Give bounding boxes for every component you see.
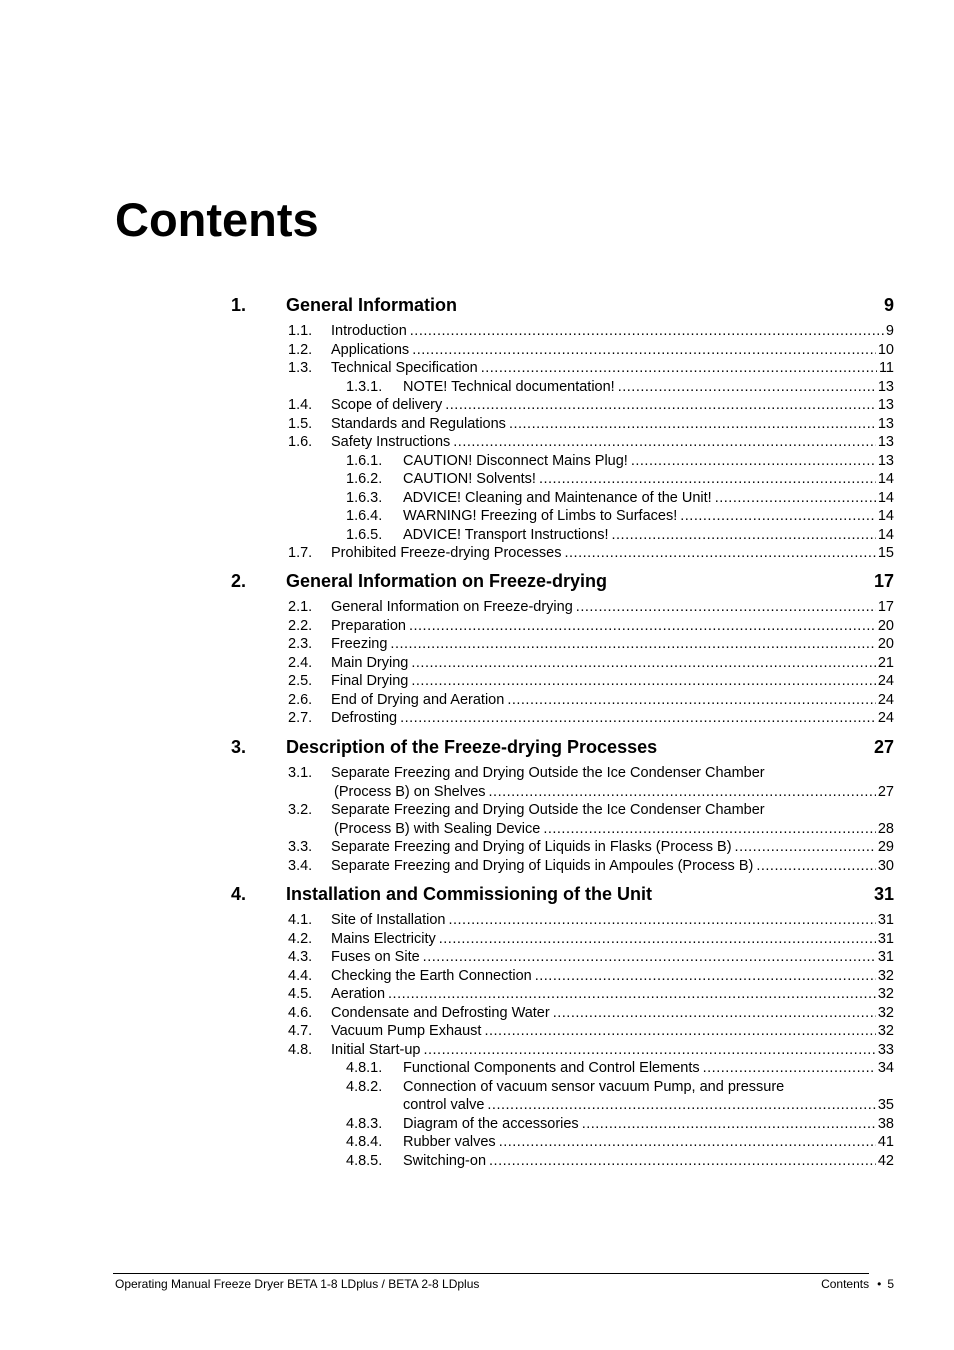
entry-leader-line (403, 378, 894, 397)
entry-page: 14 (877, 508, 894, 524)
entry-number: 3.1. (288, 765, 313, 781)
entry-number: 3.4. (288, 857, 313, 874)
entry-title: Rubber valves (403, 1134, 496, 1150)
footer-bullet: • (877, 1277, 882, 1291)
dot-leader (499, 1133, 876, 1152)
dot-leader (388, 985, 876, 1004)
entry-title: Applications (331, 341, 410, 358)
entry-title: Diagram of the accessories (403, 1115, 579, 1132)
entry-number: 1.6.4. (346, 508, 383, 524)
toc-entry[interactable] (0, 359, 954, 378)
entry-leader-line (331, 1004, 894, 1023)
entry-leader-line (403, 507, 894, 526)
toc-entry[interactable] (0, 544, 954, 563)
chapter-number: 2. (231, 571, 247, 591)
entry-page: 33 (877, 1041, 894, 1058)
chapter-page: 27 (873, 737, 894, 757)
entry-number: 3.2. (288, 802, 313, 818)
toc-entry-continuation[interactable] (0, 783, 954, 802)
entry-title: Aeration (331, 986, 386, 1002)
entry-page: 14 (877, 526, 894, 543)
page-title: Contents (115, 193, 319, 246)
entry-title: Freezing (331, 636, 388, 652)
entry-leader-line (403, 1133, 894, 1152)
toc-entry[interactable] (0, 654, 954, 673)
toc-entry[interactable] (0, 452, 954, 471)
toc-entry[interactable] (0, 1022, 954, 1041)
chapter-title: General Information (286, 295, 458, 315)
toc-entry[interactable] (0, 764, 954, 783)
entry-number: 1.4. (288, 397, 313, 413)
toc-entry[interactable] (0, 1133, 954, 1152)
entry-page: 9 (885, 323, 894, 339)
entry-number: 2.2. (288, 617, 313, 634)
footer-section: Contents (821, 1277, 870, 1291)
entry-page: 13 (877, 434, 894, 450)
toc-entry[interactable] (0, 507, 954, 526)
entry-page: 31 (877, 912, 894, 928)
entry-number: 2.1. (288, 599, 313, 615)
entry-title: Main Drying (331, 654, 409, 671)
dot-leader (576, 598, 876, 617)
entry-number: 3.3. (288, 839, 313, 855)
entry-page: 24 (877, 673, 894, 689)
dot-leader (535, 967, 876, 986)
toc-entry[interactable] (0, 948, 954, 967)
dot-leader (565, 544, 876, 563)
toc-entry[interactable] (0, 691, 954, 710)
entry-title: Technical Specification (331, 360, 478, 376)
dot-leader (481, 359, 877, 378)
entry-number: 4.8.4. (346, 1134, 383, 1150)
entry-title-continuation: control valve (403, 1097, 485, 1113)
entry-title: End of Drying and Aeration (331, 691, 505, 708)
entry-leader-line (331, 838, 894, 857)
dot-leader (543, 820, 876, 839)
dot-leader (756, 857, 876, 876)
toc-chapter-heading[interactable] (0, 881, 954, 907)
entry-title: CAUTION! Solvents! (403, 471, 536, 487)
entry-title-continuation: (Process B) on Shelves (334, 783, 486, 800)
entry-title: Standards and Regulations (331, 415, 506, 432)
entry-page: 30 (877, 857, 894, 874)
toc-entry[interactable] (0, 838, 954, 857)
entry-title: General Information on Freeze-drying (331, 599, 573, 615)
dot-leader (618, 378, 876, 397)
entry-leader-line (403, 452, 894, 471)
entry-title: Functional Components and Control Elements (403, 1060, 700, 1076)
entry-title: Defrosting (331, 710, 398, 726)
footer-page-info (821, 1276, 894, 1292)
toc-chapter-heading[interactable] (0, 734, 954, 760)
chapter-number: 3. (231, 737, 247, 757)
dot-leader (715, 489, 876, 508)
footer-page-number: 5 (887, 1277, 894, 1291)
entry-number: 4.3. (288, 949, 313, 965)
toc-entry[interactable] (0, 415, 954, 434)
entry-number: 4.1. (288, 912, 313, 928)
entry-page: 31 (877, 930, 894, 947)
entry-number: 1.6. (288, 434, 313, 450)
entry-title: NOTE! Technical documentation! (403, 378, 615, 395)
entry-page: 29 (877, 839, 894, 855)
dot-leader (703, 1059, 876, 1078)
toc-entry[interactable] (0, 598, 954, 617)
entry-number: 4.6. (288, 1004, 313, 1021)
entry-leader-line (403, 1096, 894, 1115)
entry-leader-line (331, 948, 894, 967)
dot-leader (484, 1022, 875, 1041)
chapter-title: Description of the Freeze-drying Processes (286, 737, 658, 757)
entry-page: 42 (877, 1152, 894, 1169)
entry-title: ADVICE! Transport Instructions! (403, 526, 609, 543)
entry-leader-line (331, 967, 894, 986)
entry-title: Separate Freezing and Drying of Liquids in Ampoules (Process B) (331, 857, 754, 874)
dot-leader (582, 1115, 876, 1134)
entry-title: Connection of vacuum sensor vacuum Pump, and pressure (403, 1078, 785, 1095)
dot-leader (539, 470, 876, 489)
toc-entry-continuation[interactable] (0, 820, 954, 839)
entry-page: 14 (877, 489, 894, 506)
toc-entry[interactable] (0, 672, 954, 691)
entry-leader-line (403, 489, 894, 508)
entry-leader-line (331, 359, 894, 378)
chapter-page: 17 (873, 571, 894, 591)
entry-title: Separate Freezing and Drying Outside the Ice Condenser Chamber (331, 765, 765, 781)
dot-leader (411, 654, 876, 673)
toc-entry[interactable] (0, 985, 954, 1004)
dot-leader (410, 322, 884, 341)
entry-leader-line (331, 598, 894, 617)
entry-title-continuation: (Process B) with Sealing Device (334, 820, 541, 837)
entry-title: Vacuum Pump Exhaust (331, 1023, 482, 1039)
entry-leader-line (331, 911, 894, 930)
dot-leader (448, 911, 875, 930)
entry-number: 2.3. (288, 636, 313, 652)
entry-number: 1.6.1. (346, 452, 383, 469)
dot-leader (445, 396, 876, 415)
toc-entry[interactable] (0, 1059, 954, 1078)
entry-leader-line (403, 1152, 894, 1171)
entry-leader-line (403, 1115, 894, 1134)
entry-leader-line (331, 415, 894, 434)
entry-leader-line (331, 433, 894, 452)
entry-number: 1.6.2. (346, 471, 383, 487)
entry-number: 1.1. (288, 323, 313, 339)
entry-leader-line (331, 396, 894, 415)
entry-leader-line (331, 654, 894, 673)
toc-entry[interactable] (0, 341, 954, 360)
dot-leader (553, 1004, 876, 1023)
entry-leader-line (403, 1059, 894, 1078)
dot-leader (735, 838, 876, 857)
dot-leader (631, 452, 876, 471)
entry-number: 1.6.3. (346, 489, 383, 506)
entry-title: Scope of delivery (331, 397, 443, 413)
entry-title: Checking the Earth Connection (331, 967, 532, 984)
entry-page: 28 (877, 820, 894, 837)
toc-entry[interactable] (0, 470, 954, 489)
toc-entry[interactable] (0, 967, 954, 986)
entry-page: 15 (877, 545, 894, 561)
entry-title: Preparation (331, 617, 406, 634)
footer-divider (113, 1273, 869, 1274)
entry-page: 32 (877, 986, 894, 1002)
entry-title: Safety Instructions (331, 434, 451, 450)
dot-leader (409, 617, 876, 636)
dot-leader (489, 1152, 876, 1171)
entry-page: 34 (877, 1060, 894, 1076)
toc-entry[interactable] (0, 378, 954, 397)
dot-leader (509, 415, 876, 434)
entry-page: 38 (877, 1115, 894, 1132)
toc-entry-continuation[interactable] (0, 1096, 954, 1115)
entry-page: 14 (877, 471, 894, 487)
entry-leader-line (331, 709, 894, 728)
entry-page: 32 (877, 1023, 894, 1039)
chapter-number: 1. (231, 295, 247, 315)
entry-title: WARNING! Freezing of Limbs to Surfaces! (403, 508, 678, 524)
entry-number: 1.5. (288, 415, 313, 432)
entry-page: 32 (877, 1004, 894, 1021)
chapter-title: General Information on Freeze-drying (286, 571, 608, 591)
entry-page: 13 (877, 415, 894, 432)
toc-entry[interactable] (0, 930, 954, 949)
entry-page: 41 (877, 1134, 894, 1150)
dot-leader (487, 1096, 875, 1115)
entry-leader-line (334, 783, 894, 802)
entry-leader-line (403, 526, 894, 545)
dot-leader (453, 433, 876, 452)
entry-leader-line (331, 691, 894, 710)
toc-entry[interactable] (0, 1078, 954, 1097)
entry-leader-line (334, 820, 894, 839)
entry-leader-line (331, 857, 894, 876)
toc-chapter-heading[interactable] (0, 568, 954, 594)
toc-chapter-heading[interactable] (0, 292, 954, 318)
dot-leader (507, 691, 876, 710)
entry-page: 10 (877, 341, 894, 358)
entry-leader-line (331, 1041, 894, 1060)
dot-leader (680, 507, 876, 526)
entry-number: 4.7. (288, 1023, 313, 1039)
entry-leader-line (331, 672, 894, 691)
entry-number: 2.6. (288, 691, 313, 708)
dot-leader (612, 526, 876, 545)
entry-title: Condensate and Defrosting Water (331, 1004, 550, 1021)
chapter-number: 4. (231, 884, 247, 904)
chapter-title: Installation and Commissioning of the Unit (286, 884, 653, 904)
entry-page: 17 (877, 599, 894, 615)
toc-entry[interactable] (0, 1115, 954, 1134)
chapter-page: 9 (883, 295, 894, 315)
toc-entry[interactable] (0, 322, 954, 341)
entry-leader-line (403, 470, 894, 489)
entry-page: 24 (877, 710, 894, 726)
entry-number: 4.4. (288, 967, 313, 984)
toc-entry[interactable] (0, 396, 954, 415)
entry-number: 4.8.2. (346, 1078, 383, 1095)
entry-title: ADVICE! Cleaning and Maintenance of the Unit! (403, 489, 712, 506)
entry-number: 1.3. (288, 360, 313, 376)
dot-leader (390, 635, 875, 654)
entry-page: 13 (877, 452, 894, 469)
dot-leader (423, 1041, 875, 1060)
toc-entry[interactable] (0, 911, 954, 930)
entry-leader-line (331, 1022, 894, 1041)
dot-leader (439, 930, 876, 949)
entry-page: 31 (877, 949, 894, 965)
entry-number: 1.6.5. (346, 526, 383, 543)
entry-title: Fuses on Site (331, 949, 420, 965)
entry-number: 1.7. (288, 545, 313, 561)
entry-title: Introduction (331, 323, 407, 339)
entry-number: 4.8.1. (346, 1060, 383, 1076)
toc-entry[interactable] (0, 635, 954, 654)
toc-entry[interactable] (0, 433, 954, 452)
toc-entry[interactable] (0, 1152, 954, 1171)
entry-leader-line (331, 985, 894, 1004)
entry-leader-line (331, 544, 894, 563)
toc-entry[interactable] (0, 526, 954, 545)
entry-leader-line (331, 617, 894, 636)
entry-number: 2.4. (288, 654, 313, 671)
entry-title: Site of Installation (331, 912, 446, 928)
entry-number: 4.5. (288, 986, 313, 1002)
entry-number: 1.3.1. (346, 378, 383, 395)
toc-entry[interactable] (0, 1004, 954, 1023)
toc-entry[interactable] (0, 489, 954, 508)
entry-leader-line (331, 341, 894, 360)
entry-title: Initial Start-up (331, 1041, 421, 1058)
entry-leader-line (331, 635, 894, 654)
entry-page: 20 (877, 636, 894, 652)
entry-page: 13 (877, 378, 894, 395)
entry-number: 4.2. (288, 930, 313, 947)
entry-title: Switching-on (403, 1152, 487, 1169)
chapter-page: 31 (873, 884, 894, 904)
toc-entry[interactable] (0, 617, 954, 636)
dot-leader (400, 709, 876, 728)
entry-title: Mains Electricity (331, 930, 436, 947)
entry-page: 35 (877, 1097, 894, 1113)
dot-leader (411, 672, 876, 691)
entry-number: 2.5. (288, 673, 313, 689)
entry-page: 24 (877, 691, 894, 708)
entry-number: 2.7. (288, 710, 313, 726)
entry-number: 4.8.3. (346, 1115, 383, 1132)
toc-entry[interactable] (0, 1041, 954, 1060)
toc-entry[interactable] (0, 801, 954, 820)
entry-title: Prohibited Freeze-drying Processes (331, 545, 562, 561)
dot-leader (489, 783, 876, 802)
entry-page: 27 (877, 783, 894, 800)
entry-page: 21 (877, 654, 894, 671)
entry-title: Separate Freezing and Drying Outside the Ice Condenser Chamber (331, 802, 765, 818)
entry-title: CAUTION! Disconnect Mains Plug! (403, 452, 628, 469)
entry-number: 4.8.5. (346, 1152, 383, 1169)
entry-number: 4.8. (288, 1041, 313, 1058)
dot-leader (423, 948, 876, 967)
footer-manual-title: Operating Manual Freeze Dryer BETA 1-8 LDplus / BETA 2-8 LDplus (115, 1277, 480, 1291)
entry-title: Separate Freezing and Drying of Liquids in Flasks (Process B) (331, 839, 732, 855)
toc-entry[interactable] (0, 709, 954, 728)
entry-leader-line (331, 930, 894, 949)
entry-page: 13 (877, 397, 894, 413)
dot-leader (412, 341, 876, 360)
entry-page: 32 (877, 967, 894, 984)
toc-entry[interactable] (0, 857, 954, 876)
entry-title: Final Drying (331, 673, 409, 689)
entry-page: 20 (877, 617, 894, 634)
entry-number: 1.2. (288, 341, 313, 358)
entry-leader-line (331, 322, 894, 341)
entry-page: 11 (878, 360, 894, 376)
